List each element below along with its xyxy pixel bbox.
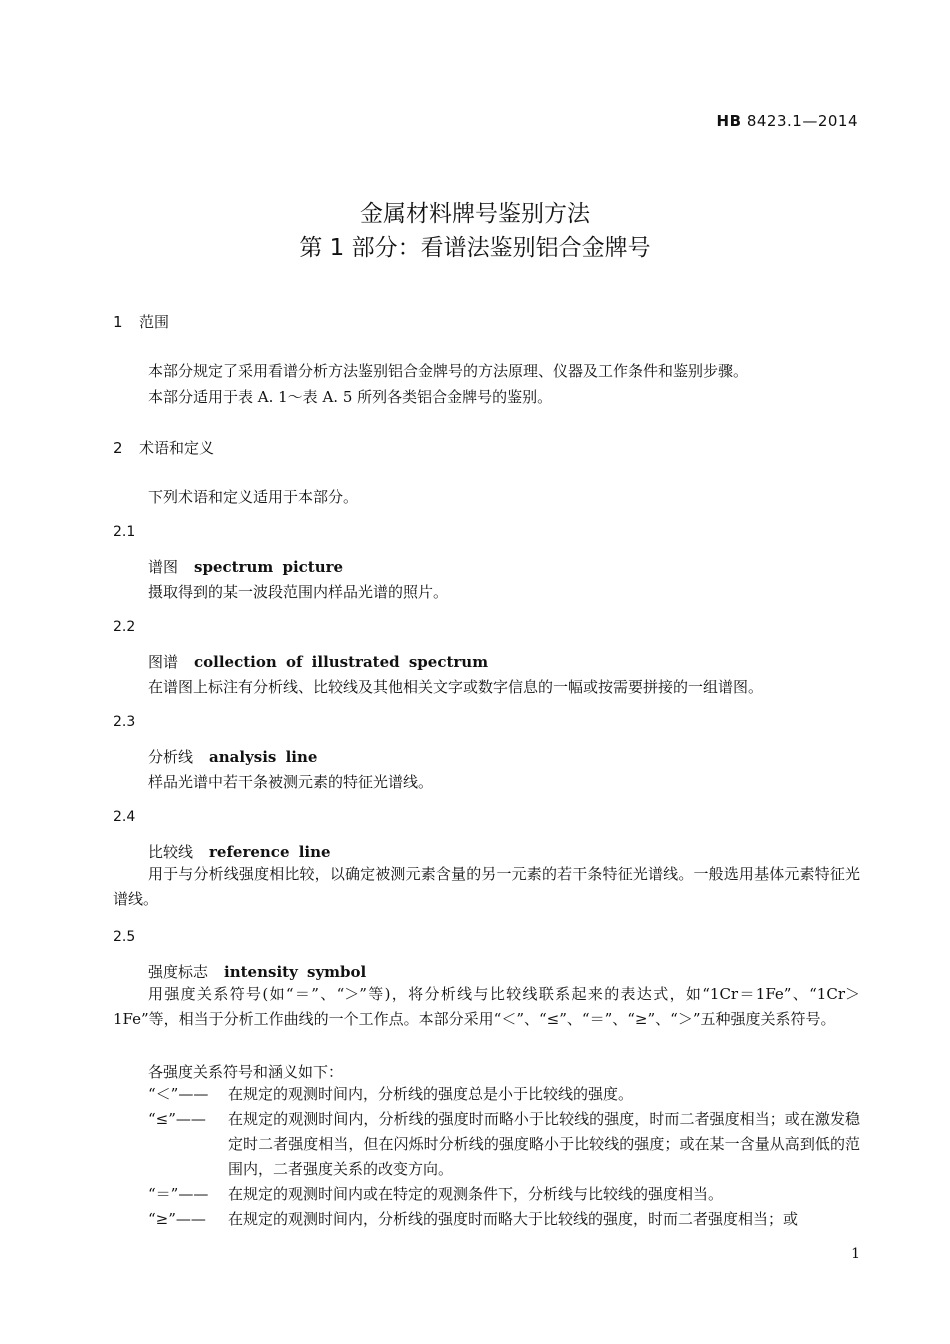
symbol-row [148,1207,860,1232]
section-title: 术语和定义 [139,439,215,457]
symbol-description: 在规定的观测时间内或在特定的观测条件下，分析线与比较线的强度相当。 [228,1185,724,1203]
definition: 用强度关系符号(如“＝”、“＞”等)，将分析线与比较线联系起来的表达式，如“1Cr＝1Fe”、“1Cr＞1Fe”等，相当于分析工作曲线的一个工作点。本部分采用“＜”、“≤”、“＝”、“≥”、“＞”五种强度关系符号。 [113,985,860,1028]
section-number: 2 [113,439,123,457]
term-english: collection of illustrated spectrum [194,653,489,671]
section-title: 范围 [139,313,170,331]
subsection-number: 2.3 [113,714,136,730]
definition: 样品光谱中若干条被测元素的特征光谱线。 [148,773,434,791]
code-prefix: HB [716,112,742,130]
paragraph: 本部分规定了采用看谱分析方法鉴别铝合金牌号的方法原理、仪器及工作条件和鉴别步骤。 [148,362,749,380]
term-entry [148,961,366,982]
subsection-number: 2.2 [113,619,136,635]
subsection-number: 2.5 [113,929,136,945]
symbol: “≥”—— [148,1210,206,1228]
term-english: reference line [209,843,331,861]
term-entry [148,556,343,577]
document-title: 金属材料牌号鉴别方法 [360,201,590,227]
term-chinese: 分析线 [148,748,194,766]
paragraph: 下列术语和定义适用于本部分。 [148,488,359,506]
section-heading-2 [113,437,214,458]
symbol-description: 在规定的观测时间内，分析线的强度时而略大于比较线的强度，时而二者强度相当；或 [228,1210,799,1228]
symbol-row [148,1107,860,1182]
symbol-description: 在规定的观测时间内，分析线的强度时而略小于比较线的强度，时而二者强度相当；或在激发稳定时二者强度相当，但在闪烁时分析线的强度略小于比较线的强度；或在某一含量从高到低的范围内，二者强度关系的改变方向。 [228,1110,860,1178]
definition: 用于与分析线强度相比较，以确定被测元素含量的另一元素的若干条特征光谱线。一般选用基体元素特征光谱线。 [113,865,860,908]
section-number: 1 [113,313,123,331]
term-english: spectrum picture [194,558,344,576]
term-chinese: 强度标志 [148,963,209,981]
definition: 在谱图上标注有分析线、比较线及其他相关文字或数字信息的一幅或按需要拼接的一组谱图。 [148,678,764,696]
symbol: “≤”—— [148,1110,206,1128]
term-english: analysis line [209,748,318,766]
document-code [717,112,858,130]
term-chinese: 比较线 [148,843,194,861]
symbol-list-intro: 各强度关系符号和涵义如下： [148,1063,344,1081]
symbol-row [148,1082,860,1107]
subsection-number: 2.4 [113,809,136,825]
term-chinese: 图谱 [148,653,179,671]
symbol-row [148,1182,860,1207]
symbol: “＜”—— [148,1085,209,1103]
symbol: “＝”—— [148,1185,209,1203]
term-entry [148,746,317,767]
term-entry [148,651,488,672]
definition: 摄取得到的某一波段范围内样品光谱的照片。 [148,583,449,601]
subsection-number: 2.1 [113,524,136,540]
term-chinese: 谱图 [148,558,179,576]
term-english: intensity symbol [224,963,367,981]
term-entry [148,841,331,862]
code-number: 8423.1—2014 [746,112,858,130]
document-subtitle: 第 1 部分：看谱法鉴别铝合金牌号 [299,235,651,261]
section-heading-1 [113,311,169,332]
symbol-description: 在规定的观测时间内，分析线的强度总是小于比较线的强度。 [228,1085,634,1103]
page-number: 1 [851,1246,860,1262]
paragraph: 本部分适用于表 A. 1～表 A. 5 所列各类铝合金牌号的鉴别。 [148,388,553,406]
